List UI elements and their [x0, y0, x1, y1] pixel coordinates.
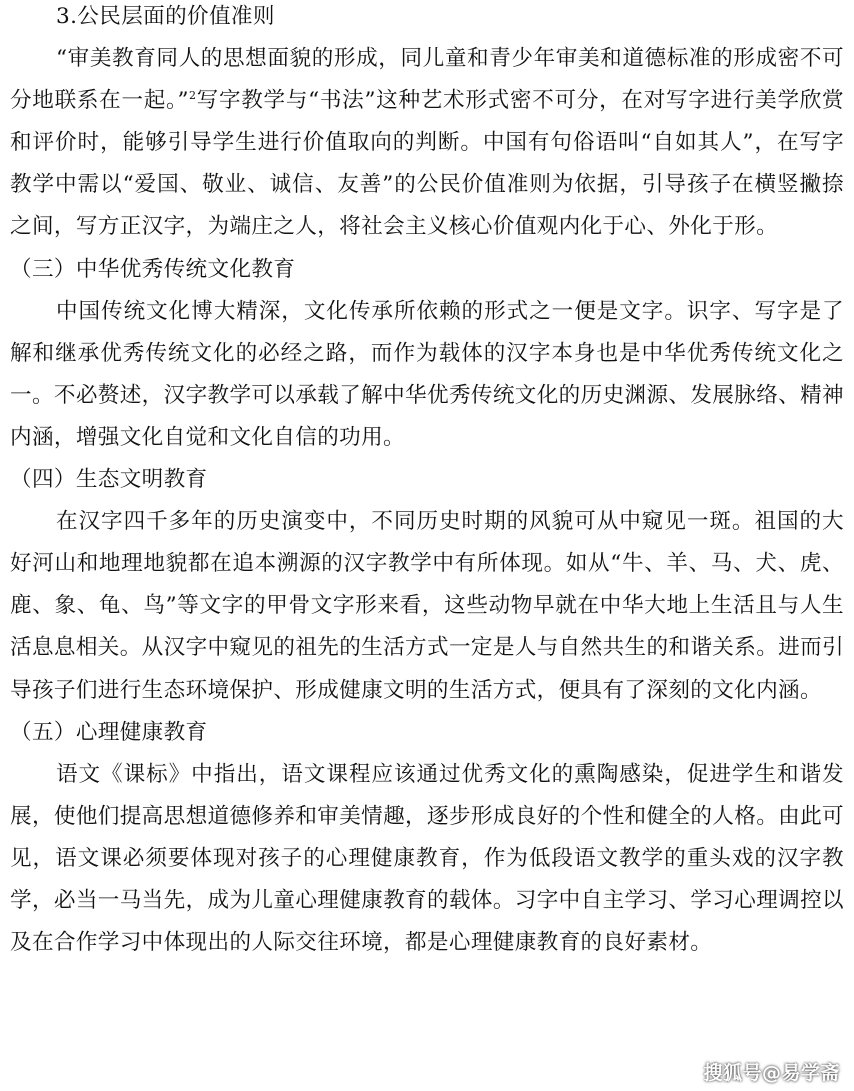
paragraph-ecological: 在汉字四千多年的历史演变中，不同历史时期的风貌可从中窥见一斑。祖国的大好河山和地理地貌都在追本溯源的汉字教学中有所体现。如从“牛、羊、马、犬、虎、鹿、象、龟、鸟”等文字的甲骨文字形来看，这些动物早就在中华大地上生活且与人生活息息相关。从汉字中窥见的祖先的生活方式一定是人与自然共生的和谐关系。进而引导孩子们进行生态环境保护、形成健康文明的生活方式，便具有了深刻的文化内涵。	[10, 509, 844, 703]
section-heading-3: 3.公民层面的价值准则	[56, 4, 275, 29]
section-heading-mental-health: （五）心理健康教育	[10, 719, 208, 745]
paragraph-civic-values	[10, 38, 844, 248]
paragraph-text: 写字教学与“书法”这种艺术形式密不可分，在对写字进行美学欣赏和评价时，能够引导学生进行价值取向的判断。中国有句俗语叫“自如其人”，在写字教学中需以“爱国、敬业、诚信、友善”的公民价值准则为依据，引导孩子在横竖撇捺之间，写方正汉字，为端庄之人，将社会主义核心价值观内化于心、外化于形。	[10, 88, 844, 240]
document-body	[10, 0, 844, 964]
quotation-text: “审美教育同人的思想面貌的形成，同儿童和青少年审美和道德标准的形成密不可分地联系在一起。”	[10, 46, 844, 114]
paragraph-mental-health: 语文《课标》中指出，语文课程应该通过优秀文化的熏陶感染，促进学生和谐发展，使他们提高思想道德修养和审美情趣，逐步形成良好的个性和健全的人格。由此可见，语文课必须要体现对孩子的心理健康教育，作为低段语文教学的重头戏的汉字教学，必当一马当先，成为儿童心理健康教育的载体。习字中自主学习、学习心理调控以及在合作学习中体现出的人际交往环境，都是心理健康教育的良好素材。	[10, 761, 844, 956]
watermark: 搜狐号@易学斋	[703, 1062, 840, 1084]
section-heading-traditional-culture: （三）中华优秀传统文化教育	[10, 256, 296, 282]
footnote-reference: 2	[188, 89, 197, 102]
paragraph-traditional-culture: 中国传统文化博大精深，文化传承所依赖的形式之一便是文字。识字、写字是了解和继承优秀传统文化的必经之路，而作为载体的汉字本身也是中华优秀传统文化之一。不必赘述，汉字教学可以承载了解中华优秀传统文化的历史渊源、发展脉络、精神内涵，增强文化自觉和文化自信的功用。	[10, 298, 844, 450]
section-heading-ecological: （四）生态文明教育	[10, 467, 208, 493]
